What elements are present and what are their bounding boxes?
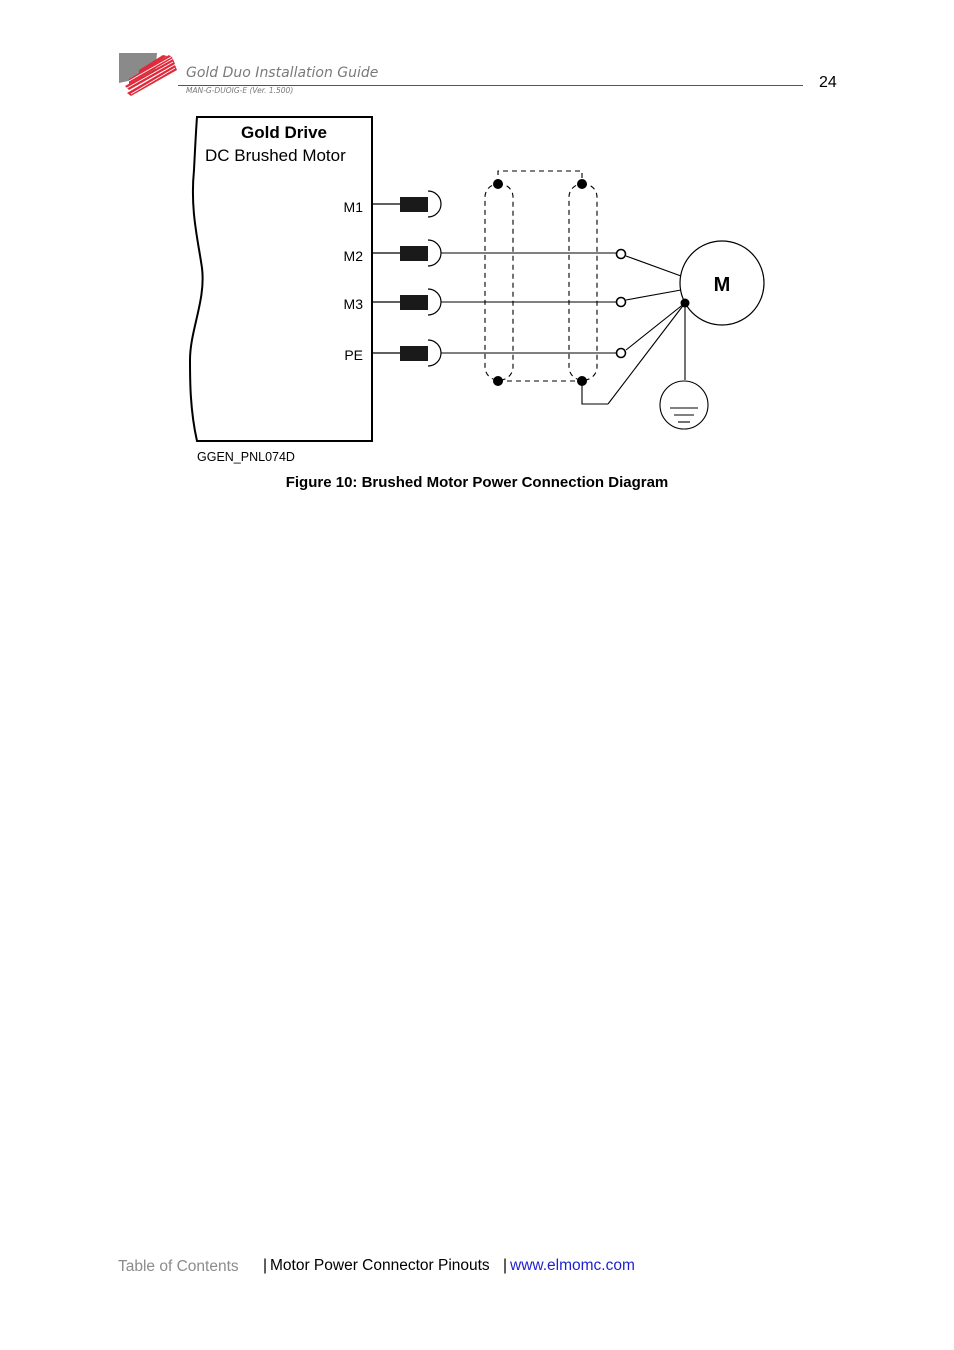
footer-separator: |	[263, 1257, 268, 1274]
terminal-m2-label: M2	[343, 248, 363, 264]
document-title: Gold Duo Installation Guide	[186, 65, 379, 81]
website-link[interactable]: www.elmomc.com	[510, 1257, 635, 1274]
terminal-pe-label: PE	[344, 347, 363, 363]
page-number: 24	[819, 74, 837, 91]
figure-caption: Figure 10: Brushed Motor Power Connection Diagram	[285, 474, 669, 491]
brushed-motor-connection-diagram	[180, 108, 780, 468]
toc-link[interactable]: Table of Contents	[118, 1258, 239, 1275]
part-code: GGEN_PNL074D	[197, 450, 295, 464]
document-id: MAN-G-DUOIG-E (Ver. 1.500)	[186, 86, 294, 95]
elmo-logo	[117, 53, 179, 96]
connector-m1	[372, 191, 441, 217]
drive-subtitle: DC Brushed Motor	[205, 146, 346, 165]
cable-shield	[485, 171, 597, 381]
drive-box	[190, 117, 372, 441]
connector-pe	[372, 340, 441, 366]
drive-title: Gold Drive	[241, 123, 327, 142]
connector-m3	[372, 289, 441, 315]
ground-icon	[660, 381, 708, 429]
connector-m2	[372, 240, 441, 266]
motor-terminals	[617, 250, 626, 358]
terminal-m3-label: M3	[343, 296, 363, 312]
cable-wires	[441, 253, 616, 353]
footer	[0, 1257, 954, 1279]
motor-ground-node	[681, 299, 690, 308]
footer-section-title: Motor Power Connector Pinouts	[270, 1257, 490, 1274]
motor-label: M	[713, 274, 731, 296]
footer-separator: |	[503, 1257, 508, 1274]
shield-drain-points	[493, 179, 587, 386]
terminal-m1-label: M1	[343, 199, 363, 215]
